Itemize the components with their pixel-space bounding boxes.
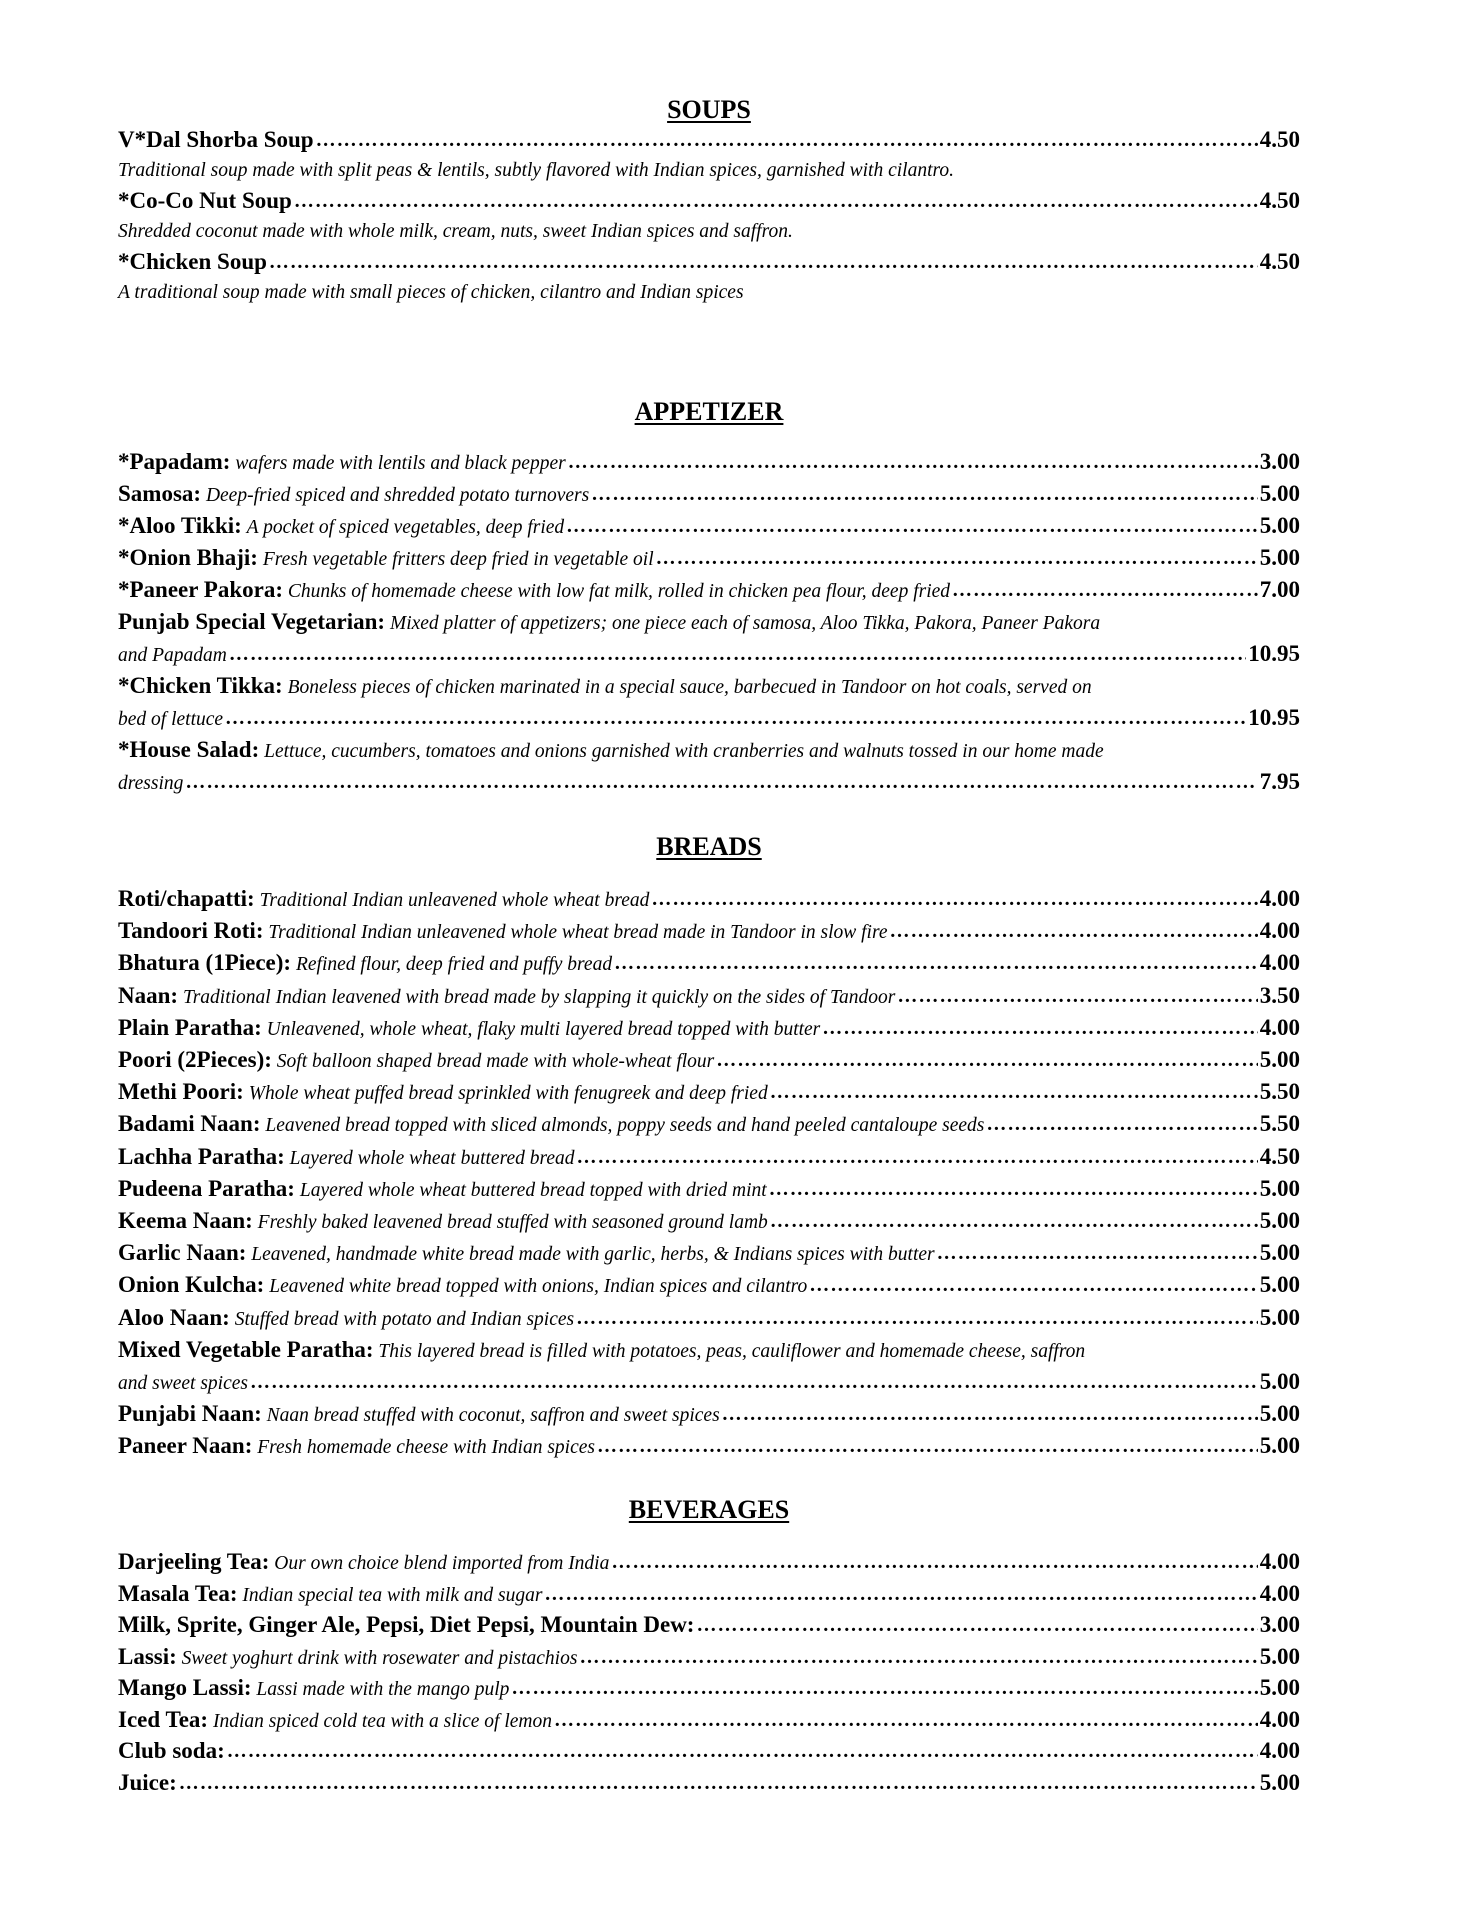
menu-item-row — [118, 884, 1300, 916]
item-name: *Papadam: — [118, 449, 231, 474]
item-description: Lettuce, cucumbers, tomatoes and onions garnished with cranberries and walnuts tossed in our home made — [259, 741, 1104, 762]
dot-leader — [656, 543, 1258, 573]
menu-item-row — [118, 247, 1300, 278]
item-description: Soft balloon shaped bread made with whole-wheat flour — [271, 1051, 715, 1073]
item-name: Tandoori Roti: — [118, 918, 264, 944]
item-price: 3.50 — [1259, 982, 1300, 1008]
menu-item-line2 — [118, 1367, 1300, 1399]
item-name: Paneer Naan: — [118, 1433, 253, 1459]
item-name: Iced Tea: — [118, 1706, 209, 1732]
menu-item-row — [118, 1045, 1300, 1077]
item-name: V*Dal Shorba Soup — [118, 127, 314, 152]
item-price: 4.50 — [1259, 188, 1300, 213]
menu-item — [118, 1109, 1300, 1141]
menu-item — [118, 447, 1300, 479]
dot-leader — [769, 1174, 1258, 1204]
dot-leader — [229, 639, 1246, 669]
item-description: Leavened bread topped with sliced almonds, poppy seeds and hand peeled cantaloupe seeds — [260, 1115, 985, 1137]
menu-item-row — [118, 1077, 1300, 1109]
item-name: Onion Kulcha: — [118, 1272, 265, 1298]
item-price: 4.00 — [1259, 1580, 1300, 1606]
menu-item — [118, 884, 1300, 916]
item-name: Poori (2Pieces): — [118, 1047, 272, 1073]
item-price: 5.50 — [1259, 1079, 1300, 1105]
item-price: 10.95 — [1248, 641, 1300, 666]
menu-item-line2 — [118, 767, 1300, 799]
item-name: Aloo Naan: — [118, 1304, 230, 1330]
dot-leader — [722, 1399, 1258, 1429]
dot-leader — [889, 916, 1257, 946]
item-name: Masala Tea: — [118, 1580, 238, 1606]
menu-item — [118, 1303, 1300, 1335]
menu-item — [118, 1174, 1300, 1206]
soups-heading: SOUPS — [667, 95, 751, 124]
item-price: 5.00 — [1259, 1304, 1300, 1330]
menu-item — [118, 479, 1300, 511]
menu-item — [118, 981, 1300, 1013]
dot-leader — [770, 1077, 1258, 1107]
item-description: Deep-fried spiced and shredded potato turnovers — [201, 485, 590, 506]
menu-item-row — [118, 1238, 1300, 1270]
item-name: Mango Lassi: — [118, 1675, 252, 1700]
item-name: *House Salad: — [118, 737, 260, 762]
menu-item-line1 — [118, 671, 1300, 703]
item-name: *Onion Bhaji: — [118, 545, 258, 570]
dot-leader — [511, 1674, 1257, 1704]
item-name: Methi Poori: — [118, 1079, 244, 1105]
item-name: Bhatura (1Piece): — [118, 950, 292, 976]
item-price: 5.00 — [1259, 1433, 1300, 1459]
dot-leader — [225, 703, 1246, 733]
dot-leader — [576, 1303, 1258, 1333]
menu-item — [118, 1270, 1300, 1302]
dot-leader — [554, 1706, 1258, 1736]
dot-leader — [577, 1142, 1258, 1172]
menu-item — [118, 575, 1300, 607]
item-description: Sweet yoghurt drink with rosewater and pistachios — [176, 1647, 578, 1669]
item-price: 4.00 — [1259, 1549, 1300, 1574]
menu-item — [118, 1399, 1300, 1431]
menu-item — [118, 125, 1300, 186]
menu-item — [118, 1673, 1300, 1705]
item-price: 3.00 — [1259, 1612, 1300, 1637]
item-description: Indian spiced cold tea with a slice of lemon — [208, 1710, 552, 1732]
menu-item — [118, 1736, 1300, 1768]
item-description: Fresh homemade cheese with Indian spices — [252, 1437, 595, 1459]
item-price: 4.50 — [1259, 127, 1300, 152]
appetizer-list — [118, 447, 1300, 799]
menu-item-row — [118, 575, 1300, 607]
dot-leader — [227, 1737, 1258, 1767]
menu-item — [118, 916, 1300, 948]
breads-section — [118, 832, 1300, 1464]
item-price: 5.00 — [1259, 1175, 1300, 1201]
menu-item-row — [118, 479, 1300, 511]
dot-leader — [897, 981, 1257, 1011]
menu-item-row — [118, 1174, 1300, 1206]
item-name: Naan: — [118, 982, 179, 1008]
item-description: Chunks of homemade cheese with low fat milk, rolled in chicken pea flour, deep fried — [283, 581, 951, 602]
item-description: Indian special tea with milk and sugar — [237, 1584, 543, 1606]
menu-item-row — [118, 1642, 1300, 1674]
item-price: 5.00 — [1259, 1369, 1300, 1395]
menu-item-row — [118, 1303, 1300, 1335]
item-price: 5.00 — [1259, 545, 1300, 570]
item-name: Lassi: — [118, 1643, 177, 1669]
item-price: 5.00 — [1259, 1769, 1300, 1795]
item-description: Unleavened, whole wheat, flaky multi layered bread topped with butter — [261, 1018, 821, 1040]
item-description: Traditional Indian leavened with bread made by slapping it quickly on the sides of Tandoor — [178, 986, 896, 1008]
beverages-list — [118, 1547, 1300, 1799]
dot-leader — [614, 948, 1258, 978]
menu-item-row — [118, 1610, 1300, 1642]
menu-item-line2 — [118, 639, 1300, 671]
item-name: Punjab Special Vegetarian: — [118, 609, 386, 634]
item-price: 4.00 — [1259, 1706, 1300, 1732]
item-description-cont: bed of lettuce — [118, 709, 224, 730]
menu-item-line1 — [118, 735, 1300, 767]
item-description: Fresh vegetable fritters deep fried in vegetable oil — [257, 549, 654, 570]
item-price: 5.50 — [1259, 1111, 1300, 1137]
menu-item-row — [118, 1673, 1300, 1705]
item-description: Our own choice blend imported from India — [269, 1553, 610, 1574]
item-price: 5.00 — [1259, 1240, 1300, 1266]
item-description: Mixed platter of appetizers; one piece each of samosa, Aloo Tikka, Pakora, Paneer Pakora — [385, 613, 1101, 634]
item-price: 4.00 — [1259, 886, 1300, 911]
item-price: 3.00 — [1259, 449, 1300, 474]
item-name: *Paneer Pakora: — [118, 577, 284, 602]
item-price: 4.00 — [1259, 918, 1300, 944]
menu-item — [118, 1013, 1300, 1045]
menu-item-row — [118, 543, 1300, 575]
item-name: *Chicken Tikka: — [118, 673, 283, 698]
dot-leader — [952, 575, 1258, 605]
item-description: This layered bread is filled with potatoes, peas, cauliflower and homemade cheese, saffron — [373, 1340, 1086, 1362]
item-description: Layered whole wheat buttered bread — [284, 1147, 575, 1169]
item-description: Traditional Indian unleavened whole wheat bread made in Tandoor in slow fire — [263, 922, 888, 944]
menu-item — [118, 607, 1300, 671]
menu-item-row — [118, 1013, 1300, 1045]
menu-item-row — [118, 1579, 1300, 1611]
item-name: Juice: — [118, 1769, 177, 1795]
menu-item-row — [118, 1547, 1300, 1579]
menu-item — [118, 1335, 1300, 1399]
dot-leader — [294, 186, 1258, 216]
menu-item — [118, 1045, 1300, 1077]
item-name: Lachha Paratha: — [118, 1143, 285, 1169]
menu-item-row — [118, 1142, 1300, 1174]
menu-item-row — [118, 1206, 1300, 1238]
menu-item — [118, 1705, 1300, 1737]
item-description: Refined flour, deep fried and puffy bread — [291, 954, 613, 976]
dot-leader — [566, 511, 1258, 541]
item-price: 5.00 — [1259, 1675, 1300, 1700]
dot-leader — [591, 479, 1258, 509]
soups-section — [118, 95, 1300, 308]
menu-item-row — [118, 948, 1300, 980]
item-price: 5.00 — [1259, 513, 1300, 538]
item-description-cont: and sweet spices — [118, 1373, 248, 1395]
menu-item-line1 — [118, 607, 1300, 639]
item-price: 4.50 — [1259, 249, 1300, 274]
item-price: 5.00 — [1259, 1643, 1300, 1669]
item-description: Shredded coconut made with whole milk, cream, nuts, sweet Indian spices and saffron. — [118, 221, 793, 242]
dot-leader — [568, 447, 1258, 477]
menu-item-row — [118, 186, 1300, 217]
item-name: Milk, Sprite, Ginger Ale, Pepsi, Diet Pepsi, Mountain Dew: — [118, 1612, 695, 1637]
dot-leader — [185, 767, 1257, 797]
menu-item — [118, 247, 1300, 308]
menu-item — [118, 1077, 1300, 1109]
menu-item — [118, 186, 1300, 247]
dot-leader — [179, 1769, 1258, 1799]
item-description: Leavened white bread topped with onions, Indian spices and cilantro — [264, 1276, 808, 1298]
menu-item — [118, 1431, 1300, 1463]
item-description: A pocket of spiced vegetables, deep fried — [241, 517, 565, 538]
dot-leader — [269, 247, 1258, 277]
menu-item — [118, 511, 1300, 543]
menu-item — [118, 1768, 1300, 1800]
menu-item-row — [118, 1431, 1300, 1463]
menu-item-row — [118, 447, 1300, 479]
menu-item — [118, 1642, 1300, 1674]
item-description: wafers made with lentils and black pepper — [230, 453, 566, 474]
item-description: A traditional soup made with small pieces of chicken, cilantro and Indian spices — [118, 282, 744, 303]
dot-leader — [611, 1548, 1257, 1578]
dot-leader — [597, 1431, 1258, 1461]
dot-leader — [986, 1109, 1257, 1139]
menu-item-row — [118, 1736, 1300, 1768]
item-price: 5.00 — [1259, 481, 1300, 506]
menu-item-line2 — [118, 703, 1300, 735]
item-name: Garlic Naan: — [118, 1240, 247, 1266]
item-name: Plain Paratha: — [118, 1014, 262, 1040]
menu-item-row — [118, 1768, 1300, 1800]
item-price: 5.00 — [1259, 1272, 1300, 1298]
dot-leader — [579, 1643, 1257, 1673]
menu-item — [118, 948, 1300, 980]
dot-leader — [250, 1367, 1258, 1397]
menu-item — [118, 1579, 1300, 1611]
item-description: Lassi made with the mango pulp — [251, 1679, 510, 1700]
breads-heading: BREADS — [656, 832, 762, 861]
menu-item — [118, 1206, 1300, 1238]
menu-item — [118, 1610, 1300, 1642]
item-price: 5.00 — [1259, 1401, 1300, 1427]
item-price: 4.00 — [1259, 1014, 1300, 1040]
item-name: Pudeena Paratha: — [118, 1175, 295, 1201]
item-description: Layered whole wheat buttered bread topped with dried mint — [294, 1179, 767, 1201]
item-description: Whole wheat puffed bread sprinkled with fenugreek and deep fried — [243, 1083, 768, 1105]
appetizer-heading: APPETIZER — [634, 397, 784, 426]
dot-leader — [822, 1013, 1257, 1043]
item-price: 7.00 — [1259, 577, 1300, 602]
item-description-cont: dressing — [118, 773, 184, 794]
dot-leader — [696, 1611, 1257, 1641]
item-description-cont: and Papadam — [118, 645, 227, 666]
menu-item-row — [118, 511, 1300, 543]
menu-item-row — [118, 981, 1300, 1013]
item-description: Boneless pieces of chicken marinated in a special sauce, barbecued in Tandoor on hot coals, served on — [282, 677, 1092, 698]
breads-list — [118, 884, 1300, 1464]
menu-item — [118, 1142, 1300, 1174]
dot-leader — [937, 1238, 1258, 1268]
item-name: *Aloo Tikki: — [118, 513, 242, 538]
beverages-heading: BEVERAGES — [628, 1495, 790, 1524]
dot-leader — [316, 125, 1258, 155]
item-description: Naan bread stuffed with coconut, saffron and sweet spices — [261, 1405, 720, 1427]
item-description: Traditional soup made with split peas & lentils, subtly flavored with Indian spices, garnished with cilantro. — [118, 160, 954, 181]
item-name: *Co-Co Nut Soup — [118, 188, 292, 213]
appetizer-section — [118, 397, 1300, 799]
menu-item-row — [118, 916, 1300, 948]
item-name: Mixed Vegetable Paratha: — [118, 1336, 374, 1362]
item-description: Leavened, handmade white bread made with garlic, herbs, & Indians spices with butter — [246, 1244, 935, 1266]
dot-leader — [651, 884, 1257, 914]
item-price: 4.00 — [1259, 950, 1300, 976]
item-price: 4.00 — [1259, 1738, 1300, 1763]
menu-item-row — [118, 1109, 1300, 1141]
item-price: 10.95 — [1248, 705, 1300, 730]
menu-item — [118, 543, 1300, 575]
dot-leader — [716, 1045, 1258, 1075]
menu-item — [118, 671, 1300, 735]
item-description: Freshly baked leavened bread stuffed with seasoned ground lamb — [252, 1212, 768, 1234]
item-name: Roti/chapatti: — [118, 886, 255, 911]
item-name: Samosa: — [118, 481, 202, 506]
item-name: Badami Naan: — [118, 1111, 261, 1137]
menu-item-row — [118, 1705, 1300, 1737]
item-price: 4.50 — [1259, 1143, 1300, 1169]
item-name: Darjeeling Tea: — [118, 1549, 270, 1574]
item-name: Punjabi Naan: — [118, 1401, 262, 1427]
beverages-section — [118, 1495, 1300, 1799]
item-name: Club soda: — [118, 1738, 225, 1763]
menu-item — [118, 1547, 1300, 1579]
item-description: Traditional Indian unleavened whole wheat bread — [254, 890, 650, 911]
dot-leader — [809, 1270, 1258, 1300]
item-name: *Chicken Soup — [118, 249, 267, 274]
dot-leader — [770, 1206, 1258, 1236]
menu-item-row — [118, 125, 1300, 156]
item-price: 7.95 — [1259, 769, 1300, 794]
dot-leader — [544, 1580, 1257, 1610]
item-name: Keema Naan: — [118, 1208, 253, 1234]
item-price: 5.00 — [1259, 1047, 1300, 1073]
soups-list — [118, 125, 1300, 308]
item-description: Stuffed bread with potato and Indian spices — [229, 1308, 575, 1330]
item-price: 5.00 — [1259, 1208, 1300, 1234]
menu-item-row — [118, 1270, 1300, 1302]
menu-item — [118, 1238, 1300, 1270]
menu-item-line1 — [118, 1335, 1300, 1367]
menu-item-row — [118, 1399, 1300, 1431]
menu-item — [118, 735, 1300, 799]
